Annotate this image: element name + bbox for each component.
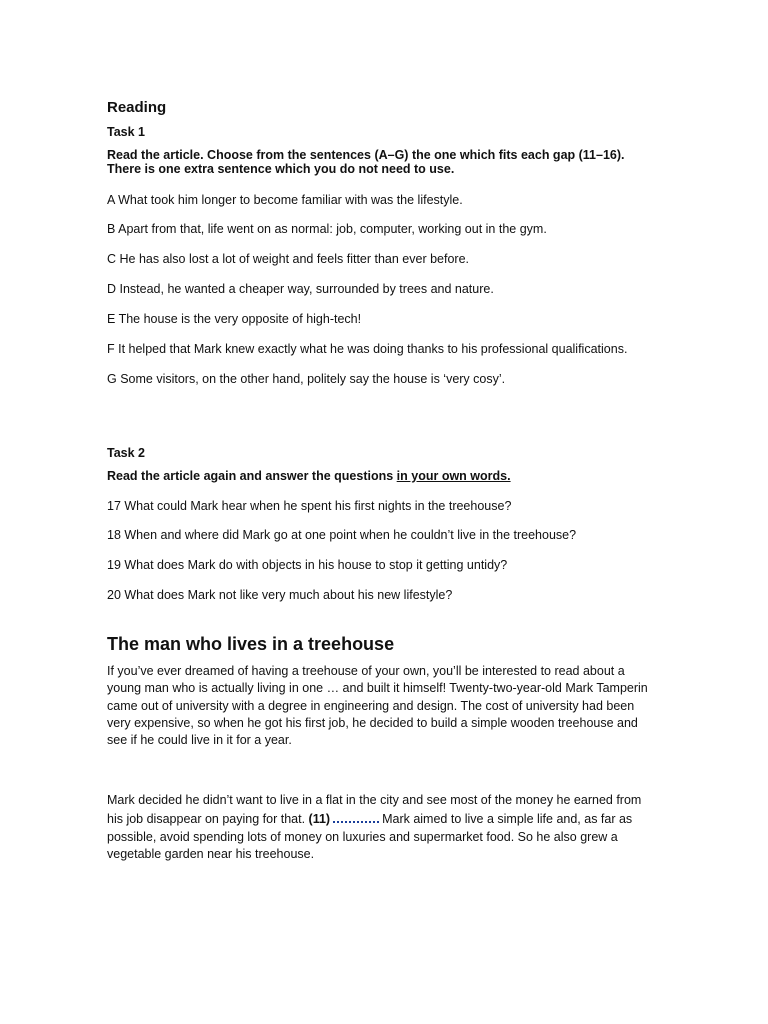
paragraph-line: came out of university with a degree in engineering and design. The cost of university had been [107, 698, 635, 713]
article-paragraph-2 [107, 792, 641, 863]
task1-instruction-line2: There is one extra sentence which you do not need to use. [107, 162, 455, 176]
paragraph-line: young man who is actually living in one … and built it himself! Twenty-two-year-old Mark Tamperin [107, 681, 648, 696]
option-f: F It helped that Mark knew exactly what he was doing thanks to his professional qualifications. [107, 342, 628, 356]
option-b: B Apart from that, life went on as normal: job, computer, working out in the gym. [107, 222, 547, 236]
option-d: D Instead, he wanted a cheaper way, surrounded by trees and nature. [107, 282, 494, 296]
paragraph-line: vegetable garden near his treehouse. [107, 846, 315, 861]
task2-instruction-emphasis: in your own words. [396, 469, 511, 483]
task1-title: Task 1 [107, 125, 145, 139]
gap-lead-text: his job disappear on paying for that. [107, 812, 309, 827]
task2-instruction [107, 468, 511, 484]
reading-heading: Reading [107, 99, 167, 116]
paragraph-line: possible, avoid spending lots of money on luxuries and supermarket food. So he also grew a [107, 829, 618, 844]
option-a: A What took him longer to become familiar with was the lifestyle. [107, 193, 463, 207]
paragraph-line: If you’ve ever dreamed of having a treehouse of your own, you’ll be interested to read about a [107, 664, 625, 678]
article-title: The man who lives in a treehouse [107, 634, 395, 654]
paragraph-line: very expensive, so when he got his first job, he decided to build a simple wooden treehouse and [107, 715, 638, 730]
option-e: E The house is the very opposite of high-tech! [107, 312, 362, 326]
option-c: C He has also lost a lot of weight and feels fitter than ever before. [107, 252, 470, 266]
article-paragraph-1 [107, 663, 648, 749]
task1-instruction-line1: Read the article. Choose from the sentences (A–G) the one which fits each gap (11–16). [107, 148, 625, 162]
paragraph-line: see if he could live in it for a year. [107, 733, 292, 748]
paragraph-line: Mark decided he didn’t want to live in a flat in the city and see most of the money he earned from [107, 793, 642, 807]
question-18: 18 When and where did Mark go at one point when he couldn’t live in the treehouse? [107, 528, 577, 542]
task2-instruction-text: Read the article again and answer the questions [107, 469, 397, 483]
task2-title: Task 2 [107, 446, 145, 460]
option-g: G Some visitors, on the other hand, politely say the house is ‘very cosy’. [107, 372, 506, 386]
question-17: 17 What could Mark hear when he spent his first nights in the treehouse? [107, 499, 512, 513]
question-19: 19 What does Mark do with objects in his house to stop it getting untidy? [107, 558, 508, 572]
question-20: 20 What does Mark not like very much about his new lifestyle? [107, 588, 453, 602]
answer-gap[interactable] [333, 809, 379, 823]
gap-number: (11) [308, 812, 331, 827]
paragraph-line [107, 809, 641, 828]
gap-trail-text: Mark aimed to live a simple life and, as far as [382, 812, 633, 827]
